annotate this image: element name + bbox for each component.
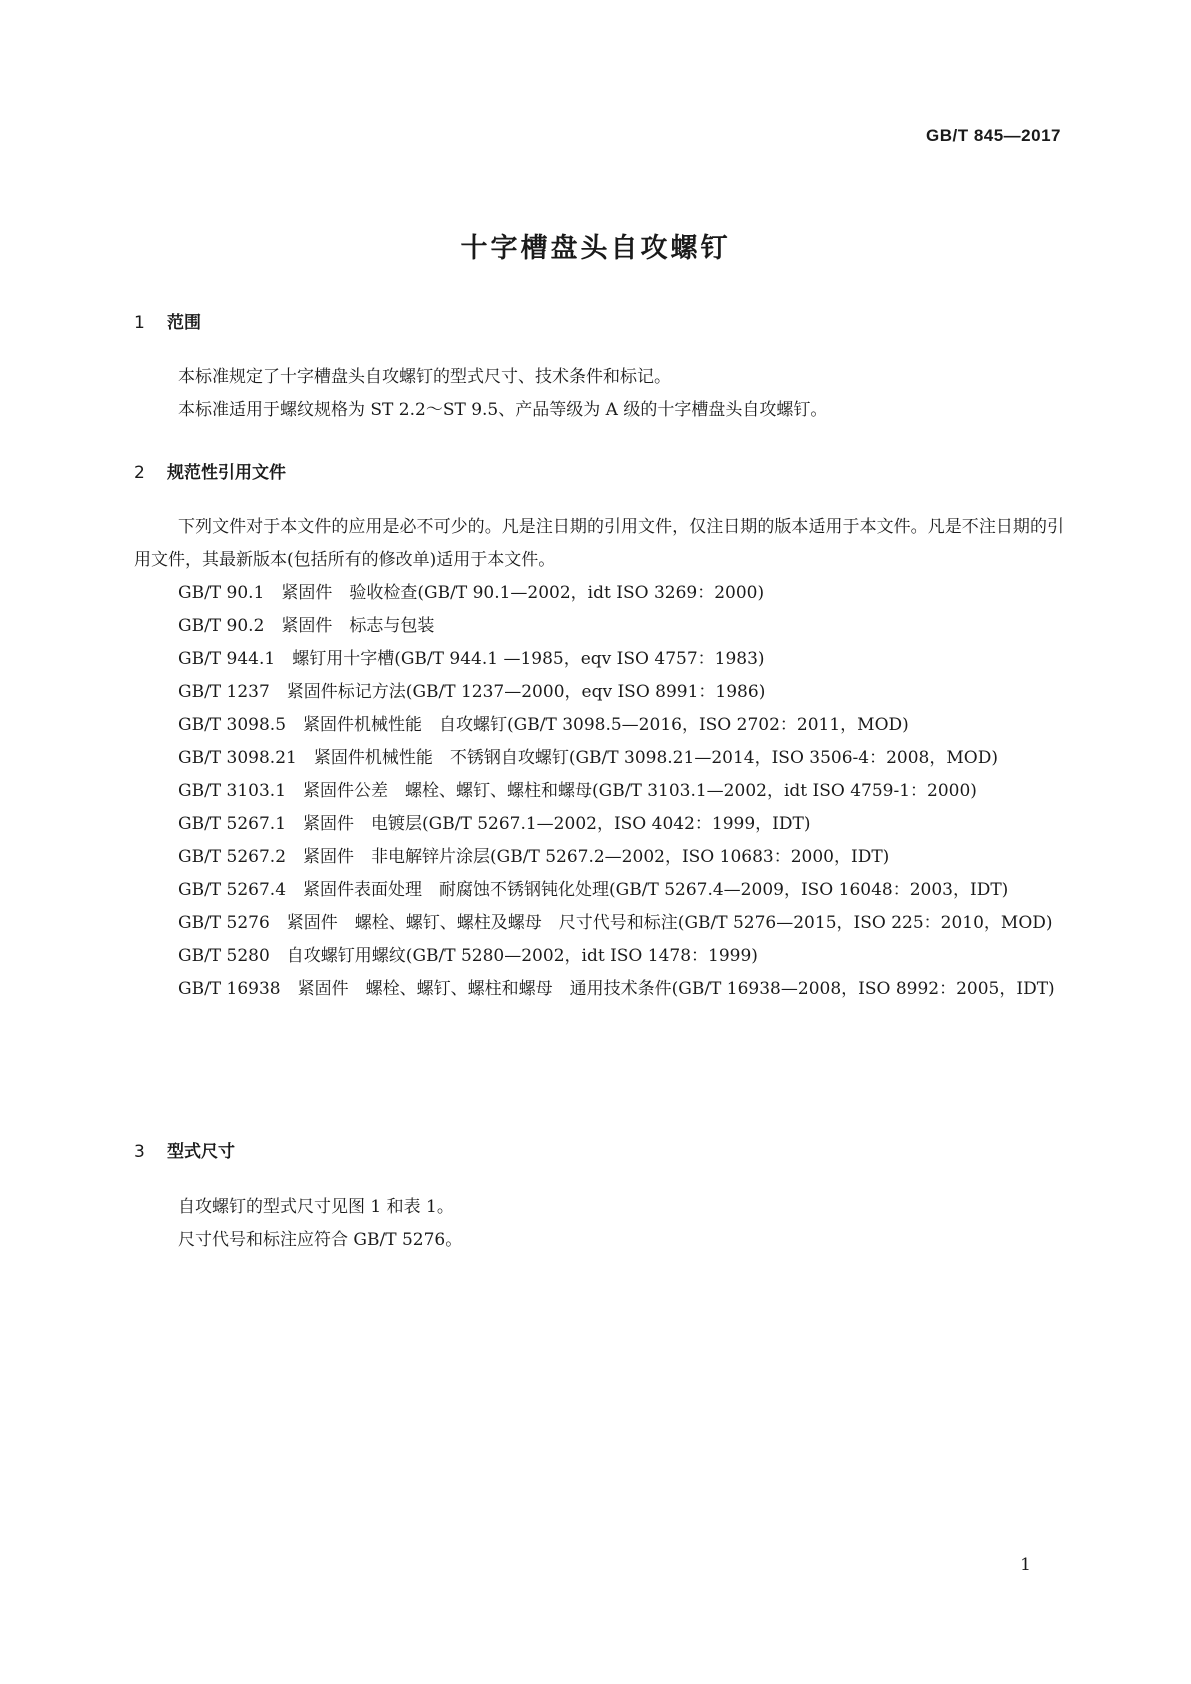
reference-item: GB/T 90.2 紧固件 标志与包装 xyxy=(178,616,435,636)
section-body-normative-references xyxy=(134,511,1064,1006)
reference-item: GB/T 944.1 螺钉用十字槽(GB/T 944.1 —1985，eqv ISO 4757：1983) xyxy=(178,649,765,669)
reference-item: GB/T 5267.1 紧固件 电镀层(GB/T 5267.1—2002，ISO 4042：1999，IDT) xyxy=(178,814,811,834)
section-number: 3 xyxy=(134,1142,145,1162)
paragraph: 本标准规定了十字槽盘头自攻螺钉的型式尺寸、技术条件和标记。 xyxy=(178,367,671,387)
document-title: 十字槽盘头自攻螺钉 xyxy=(460,233,731,264)
section-body-types-and-dimensions xyxy=(134,1191,1064,1257)
reference-item: GB/T 3103.1 紧固件公差 螺栓、螺钉、螺柱和螺母(GB/T 3103.1—2002，idt ISO 4759-1：2000) xyxy=(178,781,977,801)
section-heading-types-and-dimensions xyxy=(134,1137,1064,1162)
section-title: 规范性引用文件 xyxy=(167,463,286,483)
section-heading-scope xyxy=(134,308,1064,333)
section-title: 型式尺寸 xyxy=(167,1142,235,1162)
reference-item: GB/T 3098.5 紧固件机械性能 自攻螺钉(GB/T 3098.5—2016，ISO 2702：2011，MOD) xyxy=(178,715,909,735)
reference-item: GB/T 5267.2 紧固件 非电解锌片涂层(GB/T 5267.2—2002，ISO 10683：2000，IDT) xyxy=(178,847,890,867)
paragraph: 下列文件对于本文件的应用是必不可少的。凡是注日期的引用文件，仅注日期的版本适用于本文件。凡是不注日期的引用文件，其最新版本(包括所有的修改单)适用于本文件。 xyxy=(134,517,1064,570)
section-number: 2 xyxy=(134,463,145,483)
reference-item: GB/T 5280 自攻螺钉用螺纹(GB/T 5280—2002，idt ISO 1478：1999) xyxy=(178,946,758,966)
reference-item: GB/T 5276 紧固件 螺栓、螺钉、螺柱及螺母 尺寸代号和标注(GB/T 5276—2015，ISO 225：2010，MOD) xyxy=(178,913,1053,933)
paragraph: 尺寸代号和标注应符合 GB/T 5276。 xyxy=(178,1230,463,1250)
section-title: 范围 xyxy=(167,313,201,333)
reference-item: GB/T 1237 紧固件标记方法(GB/T 1237—2000，eqv ISO 8991：1986) xyxy=(178,682,766,702)
reference-item: GB/T 3098.21 紧固件机械性能 不锈钢自攻螺钉(GB/T 3098.21—2014，ISO 3506-4：2008，MOD) xyxy=(178,748,998,768)
section-body-scope xyxy=(134,361,1064,427)
reference-item: GB/T 90.1 紧固件 验收检查(GB/T 90.1—2002，idt ISO 3269：2000) xyxy=(178,583,765,603)
page-number: 1 xyxy=(1020,1555,1031,1575)
section-heading-normative-references xyxy=(134,458,1064,483)
standard-number: GB/T 845—2017 xyxy=(925,126,1061,145)
paragraph: 本标准适用于螺纹规格为 ST 2.2～ST 9.5、产品等级为 A 级的十字槽盘头自攻螺钉。 xyxy=(178,400,828,420)
paragraph: 自攻螺钉的型式尺寸见图 1 和表 1。 xyxy=(178,1197,454,1217)
section-number: 1 xyxy=(134,313,145,333)
reference-item: GB/T 16938 紧固件 螺栓、螺钉、螺柱和螺母 通用技术条件(GB/T 16938—2008，ISO 8992：2005，IDT) xyxy=(178,979,1055,999)
reference-item: GB/T 5267.4 紧固件表面处理 耐腐蚀不锈钢钝化处理(GB/T 5267.4—2009，ISO 16048：2003，IDT) xyxy=(178,880,1009,900)
